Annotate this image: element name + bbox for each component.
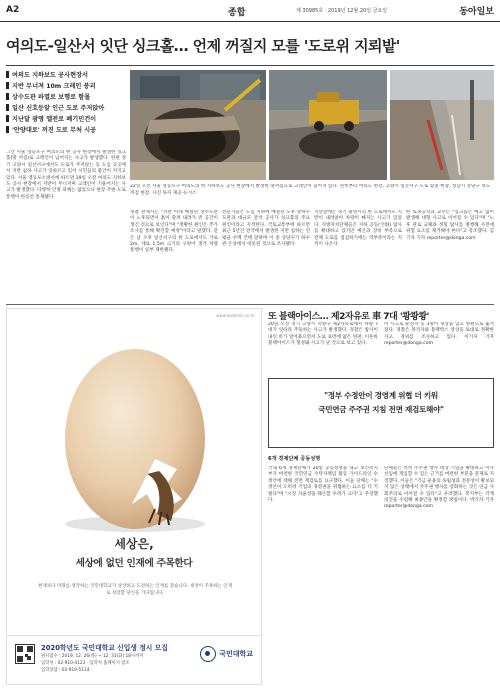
bullet-mark (6, 71, 9, 78)
ad-copy: 현재보다 미래를 생각하는 국민대학교가 상상하고 도전하는 인재를 찾습니다. 세상이 주목하는 인재로 성장할 당신을 기다립니다. (38, 584, 232, 596)
sinkhole-photo-ilsan (269, 70, 387, 180)
subhead-line: 일산 신호등앞 인근 도로 주저앉아 (6, 103, 126, 114)
bullet-mark (6, 126, 9, 133)
university-logo (200, 646, 253, 662)
article-body-column: 국내 6개 경제단체가 20일 공동성명을 내고 보건복지부가 마련한 국민연금 수탁자책임 활동 가이드라인 수정안에 대해 전면 재검토를 요구했다. 이들 단체는 "수정안이 오히려 기업의 경영권을 위협하는 요소를 더 키웠다"며 "시장 자율성을 훼손할 우려가 크다"고 주장했다. (268, 466, 378, 504)
recruit-title: 2020학년도 국민대학교 신입생 정시 모집 (41, 644, 168, 652)
recruit-detail: 원서접수 : 2019. 12. 26(목) ~ 12. 31(화) 18시까지 (41, 654, 144, 659)
page-masthead (0, 0, 500, 22)
quote-line: "정부 수정안이 경영계 위협 더 키워 (324, 391, 438, 400)
divider (6, 65, 494, 66)
subhead-line: 지난달 광명 엘전로 폐기민건이 (6, 114, 126, 125)
sinkhole-photo-yeouido (130, 70, 266, 180)
bullet-mark (6, 82, 9, 89)
section-name: 종합 (228, 8, 246, 18)
photo-caption: 22일 오전 서울 영등포구 여의도의 한 지하보도 공사 현장에서 발생한 땅꺼짐으로 크레인이 넘어져 있다. 왼쪽부터 여의도 현장, 고양시 일산서구 도로 함몰 현장, 성남시 분당구 보도 꺼짐 현장. 사진 독자 제공·뉴시스 (130, 184, 491, 196)
article-subheads (6, 70, 126, 136)
quote-line: 국민연금 주주권 지침 전면 재검토해야" (318, 405, 444, 414)
recruit-detail: 입학상담 : 02-910-5114 (41, 668, 90, 673)
university-name: 국민대학교 (219, 650, 253, 658)
article-headline: 여의도-일산서 잇단 싱크홀… 언제 꺼질지 모를 '도로위 지뢰밭' (6, 37, 400, 55)
newspaper-brand: 동아일보 (459, 7, 494, 17)
article-body-column: 지난달에는 경기 광명시의 한 도로에서도 지반이 내려앉아 차량이 빠지는 사고가 있었다. 지방자치단체들은 지하 공동(空洞) 탐사를 확대하고 있지만 예산과 장비 부족으로 전체 도로를 점검하기에는 역부족이라는 지적이 나온다. (314, 210, 402, 248)
article-subhead: 6개 경제단체 공동성명 (268, 456, 321, 462)
article-body-column: 전문가들은 도심 지하에 매설된 노후 상하수도관과 대규모 굴착 공사가 싱크홀의 주요 원인이라고 지적한다. 국토교통부에 따르면 최근 5년간 전국에서 발생한 지반 침하는 연평균 수백 건에 달하며 이 중 상당수가 하수관 손상에서 비롯된 것으로 조사됐다. (222, 210, 310, 248)
sinkhole-photo-bundang (390, 70, 494, 180)
page-number: A2 (6, 5, 20, 15)
subhead-line: 지반 무너져 10m 크레인 붕괴 (6, 81, 126, 92)
ad-slogan-line2: 세상에 없던 인재에 주목한다 (75, 558, 193, 569)
qr-code-icon (15, 644, 35, 664)
ad-footer (7, 635, 261, 685)
quote-headline-box (268, 378, 494, 448)
university-advertisement (6, 308, 262, 685)
article-body-column: 20일 오전 경기 고양시 덕양구 제2자유로에서 차량 7대가 잇따라 추돌하는 사고가 발생했다. 경찰은 밤사이 내린 비가 얼어붙으면서 도로 표면에 얇은 빙판, 이른바 블랙아이스가 형성돼 사고가 난 것으로 보고 있다. (268, 322, 378, 347)
subhead-line: 여의도 지하보도 공사현장서 (6, 70, 126, 81)
article-body-column: 경찰 관계자는 "지반 아래 매설된 상수도관이 노후되면서 흙이 쓸려 내려가 빈 공간이 생긴 것으로 보인다"며 "정확한 원인은 추가 조사를 통해 확인할 예정"이라고 말했다. 같은 날 오후 일산서구의 한 도로에서도 가로 2m, 세로 1.5m 크기의 구멍이 생겨 차량 통행이 일부 제한됐다. (130, 210, 218, 254)
subhead-line: 상수도관 파열로 보행로 함몰 (6, 92, 126, 103)
issue-info: 제 30985호 · 2019년 12월 20일 금요일 (296, 8, 388, 14)
ad-website: www.kookmin.ac.kr (216, 313, 255, 318)
bullet-mark (6, 104, 9, 111)
ad-slogan-line1: 세상은, (114, 537, 154, 551)
divider (6, 304, 494, 305)
university-emblem-icon (200, 646, 216, 662)
bullet-mark (6, 93, 9, 100)
article-body-column: 한 토목공학과 교수는 "싱크홀은 예고 없이 발생해 대형 사고로 이어질 수 있다"며 "노후 관로 교체와 정밀 탐사를 병행해 사전에 위험 요소를 제거해야 한다"고 강조했다. 김기자 기자 reporter@donga.com (406, 210, 494, 241)
recruit-detail: 입학처 : 02-910-4123 · 입학처 홈페이지 참조 (41, 661, 130, 666)
article-body-column: 이 사고로 운전자 등 3명이 경상을 입고 병원으로 옮겨졌다. 경찰은 목격자와 블랙박스 영상을 토대로 정확한 사고 경위를 조사하고 있다. 이기자 기자 reporter@donga.com (384, 322, 494, 347)
article-headline: 또 블랙아이스… 제2자유로 車 7대 '쾅쾅쾅' (268, 312, 429, 322)
article-body-column: 단체들은 특히 주주권 행사 대상 기업을 확대하고 이사 선임에 개입할 수 있는 근거를 마련한 부분을 문제로 지적했다. 이들은 "기금 운용의 독립성과 전문성이 확보되지 않은 상태에서 주주권 행사를 강화하는 것은 연금 사회주의로 이어질 수 있다"고 우려했다. 복지부는 각계 의견을 수렴해 최종안을 확정할 방침이다. 박기자 기자 reporter@donga.com (384, 466, 494, 510)
article-lead-text: 그간 서울 영등포구 여의도의 한 공사 현장에서 발생한 싱크홀(땅 꺼짐)로 크레인이 넘어지는 사고가 발생했다. 한편 경기 고양시 일산서구에서도 도로가 주저앉는 등 도심 곳곳에서 지반 침하 사고가 잇따르고 있어 시민들의 불안이 커지고 있다. 서울 영등포소방서에 따르면 19일 오전 여의도 지하보도 공사 현장에서 지반이 무너지며 크레인이 기울어지는 사고가 발생했다. 다행히 인명 피해는 없었으나 현장 주변 도로 통행이 한동안 통제됐다. (6, 150, 126, 200)
subhead-line: '안양대로' 꺼진 도로 무처 시공 (6, 125, 126, 136)
bullet-mark (6, 115, 9, 122)
